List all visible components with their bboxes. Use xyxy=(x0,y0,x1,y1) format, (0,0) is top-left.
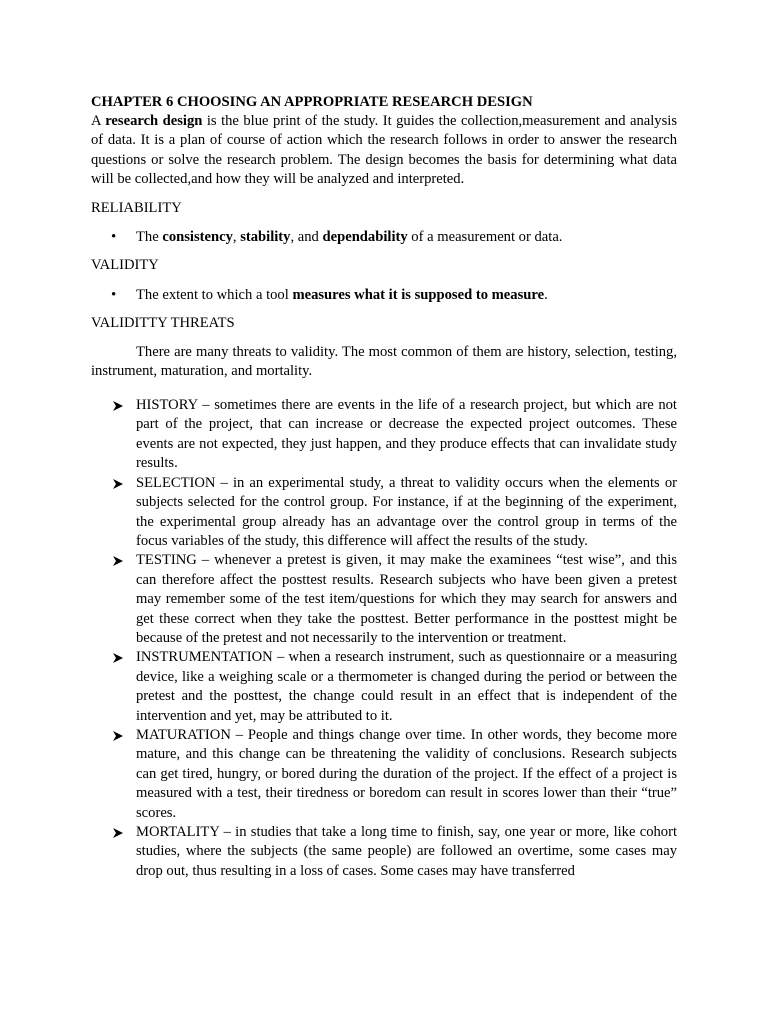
intro-term: research design xyxy=(105,113,203,129)
threats-intro: There are many threats to validity. The most common of them are history, selection, testing, instrument, maturation, and mortality. xyxy=(91,343,677,380)
text-span: , and xyxy=(290,229,323,246)
threat-text: MORTALITY – in studies that take a long time to finish, say, one year or more, like cohort studies, where the subjects (the same people) are followed an overtime, some cases may drop out, thus resulting in a loss of cases. Some cases may have transferred xyxy=(136,824,677,879)
threat-history xyxy=(91,396,677,474)
threat-text: SELECTION – in an experimental study, a threat to validity occurs when the elements or subjects selected for the control group. For instance, if at the beginning of the experiment, the experimental group already has an advantage over the control group in terms of the focus variables of the study, this difference will affect the results of the study. xyxy=(136,474,677,549)
validity-item xyxy=(91,286,677,305)
threat-text: HISTORY – sometimes there are events in the life of a research project, but which are not part of the project, that can increase or decrease the expected project outcomes. These events are not expected, they just happen, and they produce effects that can invalidate study results. xyxy=(136,397,677,472)
document-content xyxy=(91,92,677,881)
validity-heading: VALIDITY xyxy=(91,257,159,274)
chapter-title: CHAPTER 6 CHOOSING AN APPROPRIATE RESEARCH DESIGN xyxy=(91,94,533,110)
text-span: The extent to which a tool xyxy=(136,286,293,303)
threat-instrumentation xyxy=(91,648,677,726)
arrowhead-bullet-icon xyxy=(113,556,123,566)
bold-dependability: dependability xyxy=(322,229,408,246)
intro-lead: A xyxy=(91,113,106,129)
arrowhead-bullet-icon xyxy=(113,731,123,741)
reliability-heading: RELIABILITY xyxy=(91,199,182,216)
threat-selection xyxy=(91,474,677,552)
text-span: . xyxy=(544,286,548,303)
text-span: of a measurement or data. xyxy=(407,229,563,246)
bullet-dot-icon: • xyxy=(111,286,117,303)
threats-list xyxy=(91,396,677,881)
validity-list xyxy=(91,286,677,305)
arrowhead-bullet-icon xyxy=(113,401,123,411)
threats-heading: VALIDITTY THREATS xyxy=(91,315,235,332)
threat-maturation xyxy=(91,726,677,823)
text-span: , xyxy=(232,229,241,246)
threat-text: INSTRUMENTATION – when a research instrument, such as questionnaire or a measuring device, like a weighing scale or a thermometer is changed during the period or between the pretest and the posttest, the change could result in an effect that is independent of the intervention and yet, may be attributed to it. xyxy=(136,649,677,724)
threat-testing xyxy=(91,551,677,648)
bold-stability: stability xyxy=(240,229,291,246)
bold-consistency: consistency xyxy=(162,229,233,246)
threat-mortality xyxy=(91,823,677,881)
arrowhead-bullet-icon xyxy=(113,828,123,838)
threat-text: TESTING – whenever a pretest is given, it may make the examinees “test wise”, and this can therefore affect the posttest results. Research subjects who have been given a pretest may remember some of the test item/questions for which they may search for answers and get these correct when they take the posttest. Better performance in the posttest might be because of the pretest and not necessarily to the intervention or treatment. xyxy=(136,552,677,646)
bold-measures: measures what it is supposed to measure xyxy=(292,286,545,303)
intro-paragraph xyxy=(91,112,677,190)
reliability-list xyxy=(91,228,677,247)
threat-text: MATURATION – People and things change over time. In other words, they become more mature, and this change can be threatening the validity of conclusions. Research subjects can get tired, hungry, or bored during the duration of the project. If the effect of a project is measured with a test, their tiredness or boredom can result in scores lower than their “true” scores. xyxy=(136,726,677,821)
reliability-item xyxy=(91,228,677,247)
text-span: The xyxy=(136,229,163,246)
intro-rest: is the blue print of the study. It guides the collection,measurement and analysis of data. It is a plan of course of action which the research follows in order to answer the research questions or solve the research problem. The design becomes the basis for determining what data will be collected,and how they will be analyzed and interpreted. xyxy=(91,113,678,188)
arrowhead-bullet-icon xyxy=(113,653,123,663)
arrowhead-bullet-icon xyxy=(113,479,123,489)
bullet-dot-icon: • xyxy=(111,229,117,246)
